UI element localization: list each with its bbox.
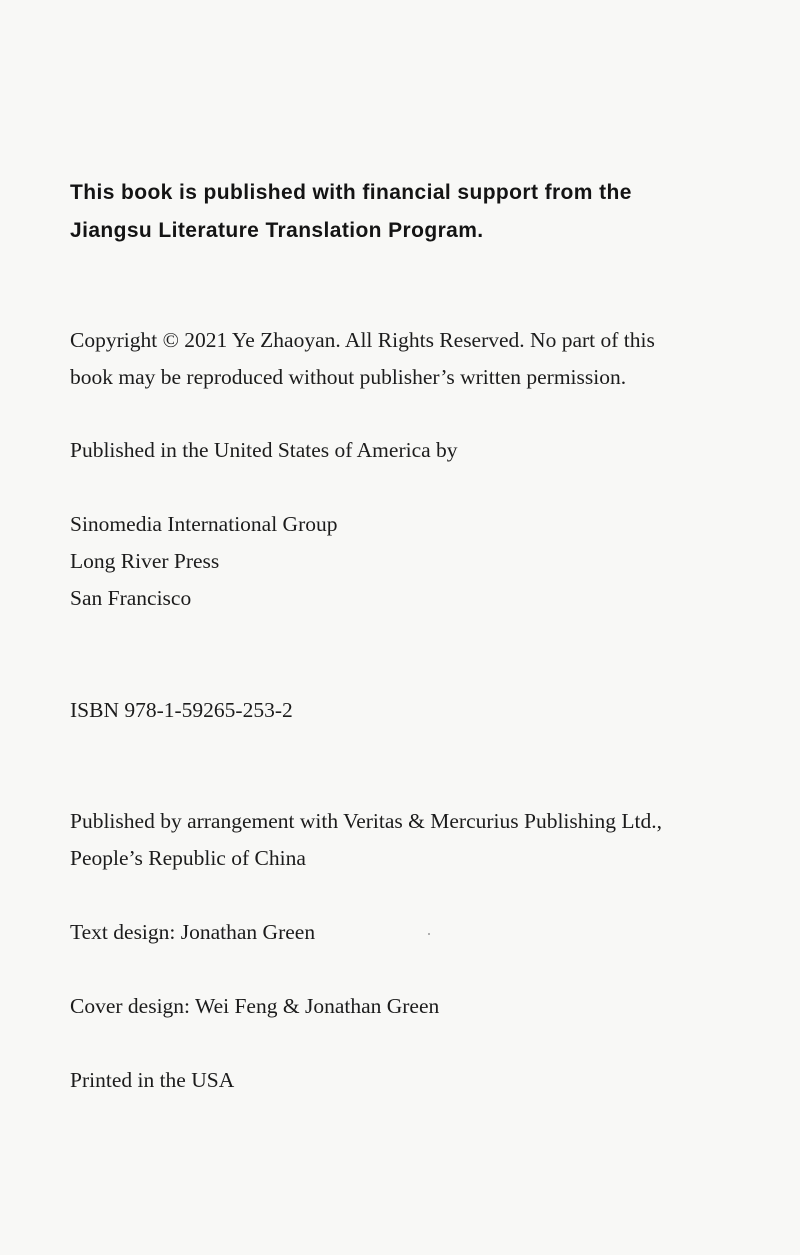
isbn (70, 692, 293, 729)
funding-note-line-1: This book is published with financial support from the (70, 181, 632, 204)
copyright-line-2: book may be reproduced without publisher’s written permission. (70, 365, 627, 389)
funding-note-line-2: Jiangsu Literature Translation Program. (70, 219, 484, 242)
copyright-line-1: Copyright © 2021 Ye Zhaoyan. All Rights Reserved. No part of this (70, 328, 655, 352)
funding-note (70, 174, 750, 250)
text-design-text: Text design: Jonathan Green (70, 920, 316, 944)
publisher-city: San Francisco (70, 586, 192, 610)
published-in-statement (70, 432, 458, 469)
speck-mark (428, 933, 430, 935)
arrangement-statement (70, 803, 662, 877)
copyright-notice (70, 322, 655, 396)
publisher-imprint: Long River Press (70, 549, 220, 573)
arrangement-line-2: People’s Republic of China (70, 846, 306, 870)
text-design-credit (70, 914, 315, 951)
publisher-block (70, 506, 338, 617)
cover-design-credit (70, 988, 439, 1025)
printed-in-text: Printed in the USA (70, 1068, 235, 1092)
printed-in-statement (70, 1062, 234, 1099)
published-in-text: Published in the United States of America by (70, 438, 458, 462)
cover-design-text: Cover design: Wei Feng & Jonathan Green (70, 994, 440, 1018)
isbn-text: ISBN 978-1-59265-253-2 (70, 698, 293, 722)
publisher-name: Sinomedia International Group (70, 512, 338, 536)
arrangement-line-1: Published by arrangement with Veritas & Mercurius Publishing Ltd., (70, 809, 662, 833)
